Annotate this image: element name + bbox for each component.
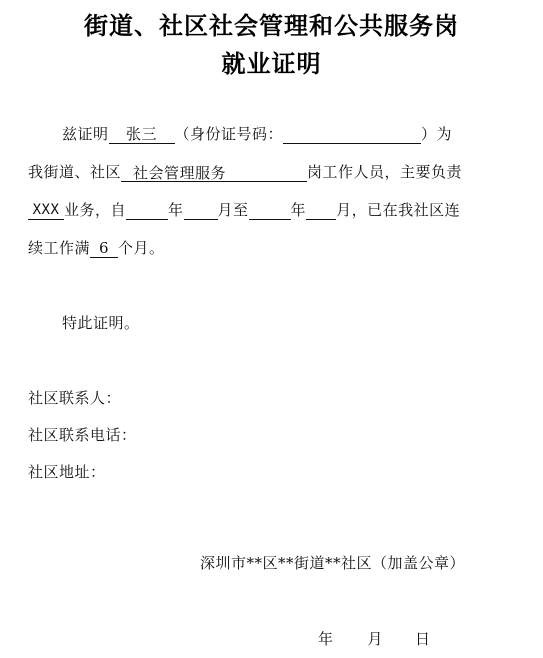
certify-prefix: 兹证明 <box>62 125 109 143</box>
closing-statement: 特此证明。 <box>62 314 140 332</box>
name-field: 张三 <box>109 125 175 144</box>
start-year-unit: 年 <box>168 201 184 219</box>
street-community-label: 我街道、社区 <box>28 163 122 181</box>
duty-field: XXX <box>28 201 64 220</box>
position-field: 社会管理服务 <box>121 164 307 182</box>
id-number-field <box>283 125 421 144</box>
month-to: 月至 <box>217 201 249 219</box>
address-label: 社区地址： <box>28 463 106 481</box>
contact-phone-label: 社区联系电话： <box>28 426 137 444</box>
start-month-field <box>184 201 218 220</box>
date-month: 月 <box>367 630 384 648</box>
date-year: 年 <box>318 630 334 648</box>
end-year-unit: 年 <box>290 201 307 219</box>
issuing-organization: 深圳市**区**街道**社区（加盖公章） <box>200 554 466 572</box>
paragraph-line-2 <box>28 162 462 182</box>
months-suffix: 个月。 <box>118 239 165 257</box>
end-month-field <box>306 201 336 220</box>
position-suffix: 岗工作人员，主要负责 <box>307 163 463 181</box>
paragraph-line-4 <box>28 238 165 258</box>
id-label: （身份证号码： <box>174 125 284 143</box>
start-year-field <box>126 201 168 220</box>
document-title: 街道、社区社会管理和公共服务岗 <box>84 12 459 40</box>
worked-label: 续工作满 <box>28 239 91 257</box>
document-subtitle: 就业证明 <box>221 50 322 78</box>
business-from: 业务，自 <box>64 201 127 219</box>
paragraph-line-3 <box>28 200 460 220</box>
date-day: 日 <box>415 630 431 648</box>
id-close: ）为 <box>421 125 453 143</box>
date-line <box>318 629 431 649</box>
paragraph-line-3-end: 月，已在我社区连 <box>336 201 461 219</box>
months-field: 6 <box>90 239 118 258</box>
contact-person-label: 社区联系人： <box>28 389 122 407</box>
end-year-field <box>249 201 291 220</box>
paragraph-line-1 <box>62 124 452 144</box>
